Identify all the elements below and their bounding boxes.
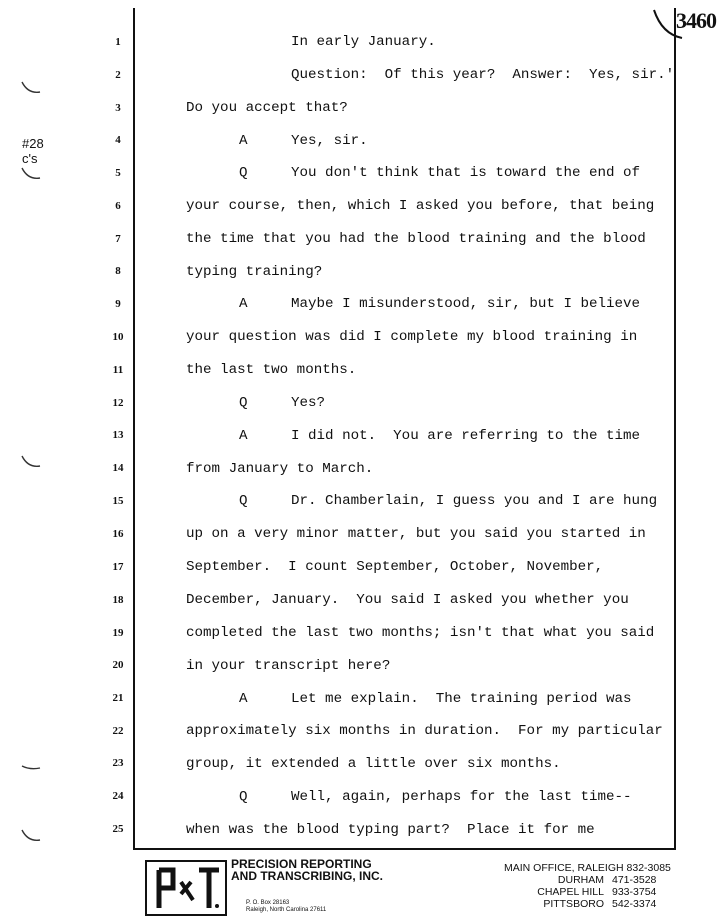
transcript-line: Well, again, perhaps for the last time-- <box>291 789 632 805</box>
punch-hole-mark <box>18 758 44 776</box>
transcript-line: Dr. Chamberlain, I guess you and I are hung <box>291 493 658 509</box>
transcript-line: the time that you had the blood training and the blood <box>186 231 646 247</box>
page-number: 3460 <box>676 8 716 33</box>
office-city: PITTSBORO <box>543 898 604 910</box>
line-number: 18 <box>112 594 124 606</box>
office-row <box>504 886 671 898</box>
transcript-line: You don't think that is toward the end of <box>291 165 641 181</box>
line-number: 4 <box>115 134 121 146</box>
transcript-line: the last two months. <box>186 362 357 378</box>
transcript-line: Maybe I misunderstood, sir, but I believe <box>291 296 641 312</box>
punch-hole-mark <box>18 452 44 470</box>
line-number: 15 <box>112 495 124 507</box>
transcript-line: your question was did I complete my blood training in <box>186 329 638 345</box>
transcript-line: from January to March. <box>186 461 374 477</box>
line-number: 8 <box>115 265 121 277</box>
speaker-mark: Q <box>239 395 248 411</box>
transcript-line: Yes, sir. <box>291 133 368 149</box>
office-contacts <box>504 862 671 910</box>
line-number: 16 <box>112 528 124 540</box>
company-name <box>231 858 383 882</box>
transcript-line: completed the last two months; isn't that what you said <box>186 625 655 641</box>
margin-note-line1: #28 <box>22 136 44 151</box>
transcript-line: your course, then, which I asked you before, that being <box>186 198 655 214</box>
speaker-mark: A <box>239 691 248 707</box>
line-number: 1 <box>115 36 121 48</box>
speaker-mark: A <box>239 428 248 444</box>
line-number: 21 <box>112 692 124 704</box>
transcript-line: I did not. You are referring to the time <box>291 428 641 444</box>
address-line1: P. O. Box 28163 <box>246 900 290 906</box>
transcript-line: group, it extended a little over six months. <box>186 756 561 772</box>
speaker-mark: Q <box>239 789 248 805</box>
punch-hole-mark <box>18 826 44 844</box>
line-number: 7 <box>115 233 121 245</box>
office-phone: 542-3374 <box>612 898 657 910</box>
company-name-line1: PRECISION REPORTING <box>231 857 372 871</box>
line-number: 24 <box>112 790 124 802</box>
line-number: 5 <box>115 167 121 179</box>
line-number: 9 <box>115 298 121 310</box>
line-number: 19 <box>112 627 124 639</box>
office-city: CHAPEL HILL <box>537 886 604 898</box>
address-line2: Raleigh, North Carolina 27611 <box>246 907 327 913</box>
line-number: 10 <box>112 331 124 343</box>
office-row <box>504 874 671 886</box>
punch-hole-mark <box>18 164 44 182</box>
line-number: 6 <box>115 200 121 212</box>
speaker-mark: A <box>239 133 248 149</box>
transcript-line: Do you accept that? <box>186 100 348 116</box>
transcript-line: September. I count September, October, November, <box>186 559 604 575</box>
line-number: 22 <box>112 725 124 737</box>
transcript-line: typing training? <box>186 264 323 280</box>
line-number: 23 <box>112 757 124 769</box>
line-number: 25 <box>112 823 124 835</box>
transcript-line: in your transcript here? <box>186 658 391 674</box>
transcript-line: when was the blood typing part? Place it for me <box>186 822 595 838</box>
office-row <box>504 898 671 910</box>
transcript-line: Let me explain. The training period was <box>291 691 632 707</box>
transcript-line: Yes? <box>291 395 326 411</box>
speaker-mark: Q <box>239 165 248 181</box>
speaker-mark: A <box>239 296 248 312</box>
line-number: 17 <box>112 561 124 573</box>
line-number: 13 <box>112 429 124 441</box>
main-office: MAIN OFFICE, RALEIGH 832-3085 <box>504 862 671 874</box>
speaker-mark: Q <box>239 493 248 509</box>
line-number-column <box>100 0 140 850</box>
company-address <box>246 900 326 914</box>
transcript-line: approximately six months in duration. For my particular <box>186 723 663 739</box>
office-city: DURHAM <box>557 874 604 886</box>
company-logo <box>145 860 227 916</box>
transcript-line: up on a very minor matter, but you said you started in <box>186 526 646 542</box>
punch-hole-mark <box>18 78 44 96</box>
company-name-line2: AND TRANSCRIBING, INC. <box>231 869 383 883</box>
line-number: 3 <box>115 102 121 114</box>
transcript-line: December, January. You said I asked you whether you <box>186 592 629 608</box>
office-phone: 933-3754 <box>612 886 657 898</box>
margin-note-line2: c's <box>22 151 38 166</box>
line-number: 11 <box>112 364 124 376</box>
office-phone: 471-3528 <box>612 874 657 886</box>
transcript-line: Question: Of this year? Answer: Yes, sir.' <box>291 67 675 83</box>
line-number: 2 <box>115 69 121 81</box>
page-footer <box>0 850 720 921</box>
line-number: 20 <box>112 659 124 671</box>
line-number: 12 <box>112 397 124 409</box>
transcript-line: In early January. <box>291 34 436 50</box>
line-number: 14 <box>112 462 124 474</box>
margin-note <box>22 136 44 166</box>
